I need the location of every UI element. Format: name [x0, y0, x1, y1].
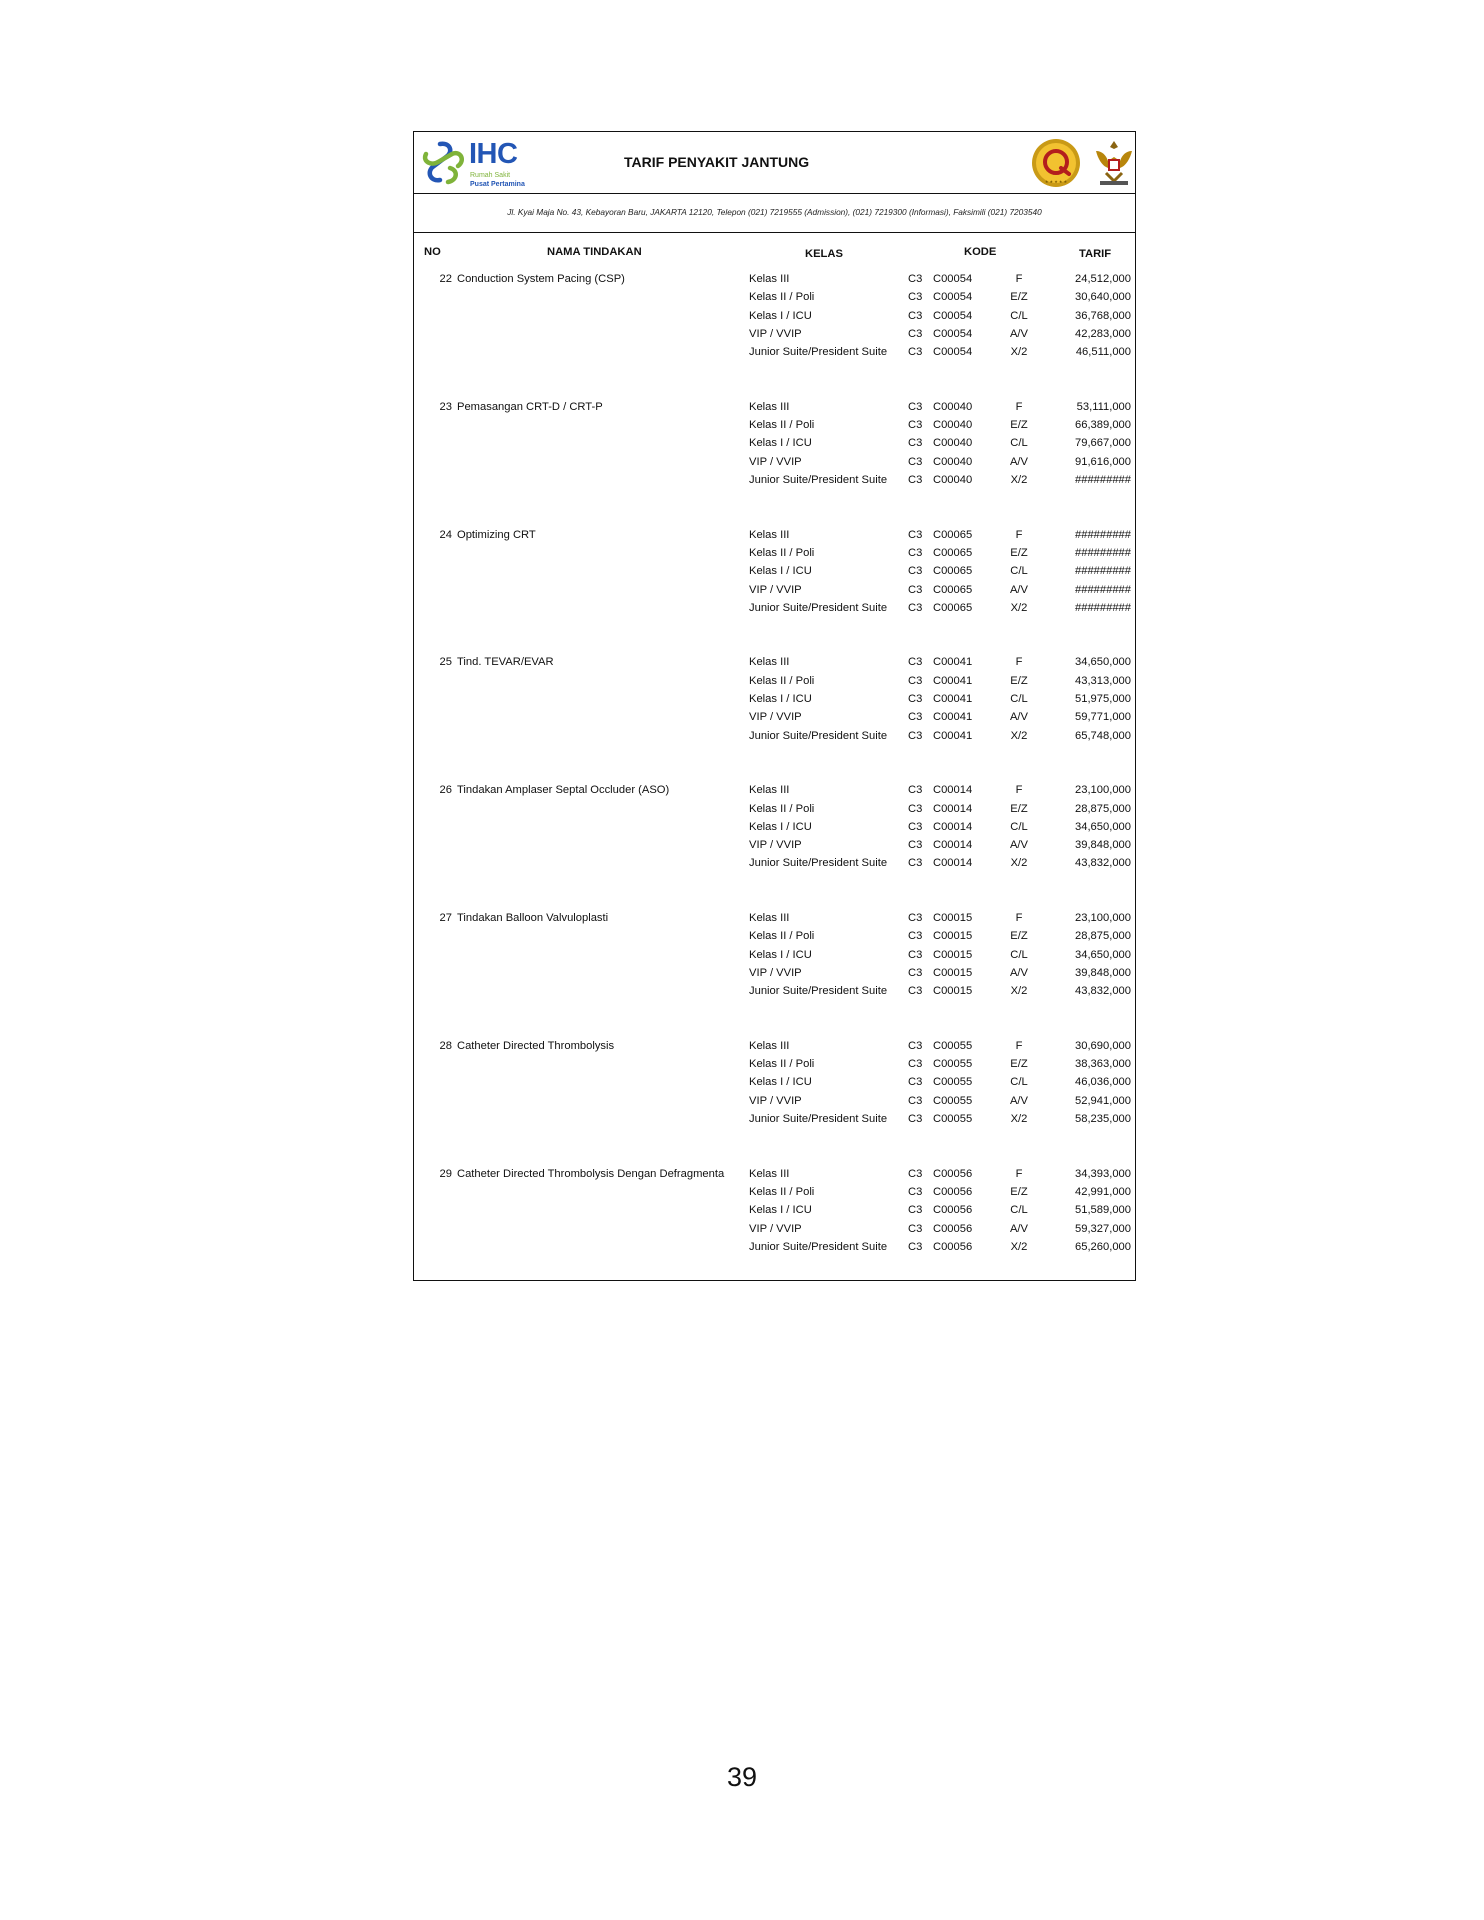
- category-cell: C3: [908, 820, 923, 833]
- category-cell: C3: [908, 1058, 923, 1071]
- procedure-name: Optimizing CRT: [457, 528, 536, 541]
- logo-subtitle-strong: Pusat Pertamina: [470, 181, 525, 188]
- kelas-cell: Junior Suite/President Suite: [749, 601, 888, 614]
- class-code-cell: F: [1015, 400, 1023, 413]
- kelas-cell: Junior Suite/President Suite: [749, 346, 888, 359]
- class-code-cell: X/2: [1010, 729, 1028, 742]
- class-code-cell: A/V: [1009, 455, 1029, 468]
- kode-cell: C00014: [933, 820, 973, 833]
- sheet-header: [414, 132, 1135, 194]
- class-code-cell: C/L: [1010, 565, 1028, 578]
- category-cell: C3: [908, 1076, 923, 1089]
- tarif-cell: #########: [1075, 583, 1131, 596]
- category-cell: C3: [908, 528, 923, 541]
- class-code-cell: X/2: [1010, 1240, 1028, 1253]
- class-code-cell: A/V: [1009, 966, 1029, 979]
- category-cell: C3: [908, 546, 923, 559]
- category-cell: C3: [908, 1222, 923, 1235]
- category-cell: C3: [908, 966, 923, 979]
- category-cell: C3: [908, 857, 923, 870]
- logo-subtitle: Rumah Sakit: [470, 172, 511, 179]
- category-cell: C3: [908, 327, 923, 340]
- category-cell: C3: [908, 985, 923, 998]
- procedure-number: 29: [439, 1167, 452, 1180]
- category-cell: C3: [908, 455, 923, 468]
- kelas-cell: Kelas II / Poli: [749, 291, 815, 304]
- kode-cell: C00065: [933, 601, 973, 614]
- class-code-cell: E/Z: [1010, 930, 1028, 943]
- kode-cell: C00056: [933, 1222, 973, 1235]
- kelas-cell: Kelas II / Poli: [749, 930, 815, 943]
- class-code-cell: F: [1015, 656, 1023, 669]
- procedure-number: 24: [439, 528, 452, 541]
- kelas-cell: Kelas III: [749, 912, 790, 924]
- category-cell: C3: [908, 400, 923, 413]
- class-code-cell: C/L: [1010, 1204, 1028, 1217]
- tarif-cell: 34,393,000: [1075, 1167, 1131, 1180]
- kode-cell: C00014: [933, 839, 973, 852]
- kode-cell: C00015: [933, 985, 973, 998]
- kelas-cell: Junior Suite/President Suite: [749, 1113, 888, 1125]
- class-code-cell: F: [1015, 912, 1023, 924]
- kelas-cell: Kelas III: [749, 400, 790, 413]
- kelas-cell: Kelas I / ICU: [749, 1076, 812, 1089]
- tarif-cell: 58,235,000: [1075, 1113, 1131, 1125]
- kode-cell: C00056: [933, 1204, 973, 1217]
- category-cell: C3: [908, 784, 923, 797]
- class-code-cell: F: [1015, 1039, 1023, 1052]
- kode-cell: C00041: [933, 711, 973, 724]
- kelas-cell: Kelas II / Poli: [749, 546, 815, 559]
- category-cell: C3: [908, 601, 923, 614]
- kode-cell: C00055: [933, 1113, 973, 1125]
- tarif-cell: 51,589,000: [1075, 1204, 1131, 1217]
- category-cell: C3: [908, 565, 923, 578]
- tarif-cell: 39,848,000: [1075, 839, 1131, 852]
- procedure-number: 27: [439, 912, 452, 924]
- tarif-cell: 46,036,000: [1075, 1076, 1131, 1089]
- ihc-logo: [420, 138, 550, 190]
- kelas-cell: Junior Suite/President Suite: [749, 985, 888, 998]
- column-header-tarif: TARIF: [1079, 248, 1112, 260]
- tarif-cell: 28,875,000: [1075, 802, 1131, 815]
- kode-cell: C00056: [933, 1240, 973, 1253]
- tarif-cell: 52,941,000: [1075, 1094, 1131, 1107]
- kelas-cell: VIP / VVIP: [749, 711, 802, 724]
- kode-cell: C00014: [933, 857, 973, 870]
- kelas-cell: VIP / VVIP: [749, 1094, 802, 1107]
- category-cell: C3: [908, 1039, 923, 1052]
- category-cell: C3: [908, 693, 923, 705]
- class-code-cell: E/Z: [1010, 1058, 1028, 1071]
- kelas-cell: Kelas I / ICU: [749, 309, 812, 322]
- tarif-cell: 51,975,000: [1075, 693, 1131, 705]
- tarif-cell: 65,748,000: [1075, 729, 1131, 742]
- tarif-cell: 65,260,000: [1075, 1240, 1131, 1253]
- ihc-cross-icon: [420, 140, 468, 188]
- class-code-cell: E/Z: [1010, 419, 1028, 432]
- category-cell: C3: [908, 802, 923, 815]
- kelas-cell: VIP / VVIP: [749, 839, 802, 852]
- kelas-cell: Kelas II / Poli: [749, 419, 815, 432]
- class-code-cell: F: [1015, 784, 1023, 797]
- class-code-cell: A/V: [1009, 327, 1029, 340]
- category-cell: C3: [908, 583, 923, 596]
- kode-cell: C00065: [933, 583, 973, 596]
- class-code-cell: A/V: [1009, 1222, 1029, 1235]
- tarif-cell: 79,667,000: [1075, 437, 1131, 450]
- kode-cell: C00054: [933, 309, 973, 322]
- kode-cell: C00065: [933, 546, 973, 559]
- tarif-cell: 34,650,000: [1075, 656, 1131, 669]
- tarif-cell: 59,771,000: [1075, 711, 1131, 724]
- procedure-number: 26: [439, 784, 452, 797]
- tarif-cell: 36,768,000: [1075, 309, 1131, 322]
- kode-cell: C00041: [933, 674, 973, 687]
- kelas-cell: Kelas I / ICU: [749, 948, 812, 961]
- svg-text:★ ★ ★ ★ ★: ★ ★ ★ ★ ★: [1044, 179, 1068, 184]
- tarif-cell: 46,511,000: [1075, 346, 1131, 359]
- class-code-cell: X/2: [1010, 1113, 1028, 1125]
- column-header-kode: KODE: [964, 246, 997, 258]
- kode-cell: C00040: [933, 400, 973, 413]
- class-code-cell: E/Z: [1010, 674, 1028, 687]
- procedure-name: Catheter Directed Thrombolysis: [457, 1039, 615, 1052]
- logo-text: IHC: [469, 138, 518, 170]
- tarif-cell: 66,389,000: [1075, 419, 1131, 432]
- category-cell: C3: [908, 711, 923, 724]
- kelas-cell: Kelas III: [749, 1167, 790, 1180]
- tarif-cell: 42,991,000: [1075, 1185, 1131, 1198]
- address-row: [414, 194, 1135, 233]
- kelas-cell: Kelas I / ICU: [749, 1204, 812, 1217]
- procedure-name: Tindakan Balloon Valvuloplasti: [457, 912, 609, 924]
- kode-cell: C00040: [933, 437, 973, 450]
- class-code-cell: C/L: [1010, 693, 1028, 705]
- kode-cell: C00056: [933, 1185, 973, 1198]
- kode-cell: C00065: [933, 565, 973, 578]
- category-cell: C3: [908, 674, 923, 687]
- page-number: 39: [726, 1762, 758, 1792]
- kelas-cell: Kelas II / Poli: [749, 1058, 815, 1071]
- kode-cell: C00040: [933, 419, 973, 432]
- kelas-cell: Kelas III: [749, 784, 790, 797]
- procedure-name: Tind. TEVAR/EVAR: [457, 656, 554, 669]
- tarif-cell: 53,111,000: [1076, 400, 1131, 413]
- kode-cell: C00041: [933, 656, 973, 669]
- category-cell: C3: [908, 419, 923, 432]
- kode-cell: C00015: [933, 966, 973, 979]
- kelas-cell: VIP / VVIP: [749, 1222, 802, 1235]
- procedure-number: 23: [439, 400, 452, 413]
- kelas-cell: Junior Suite/President Suite: [749, 1240, 888, 1253]
- tarif-cell: #########: [1075, 528, 1131, 541]
- category-cell: C3: [908, 474, 923, 486]
- tarif-cell: #########: [1075, 601, 1131, 614]
- category-cell: C3: [908, 1204, 923, 1217]
- class-code-cell: F: [1015, 528, 1023, 541]
- kode-cell: C00065: [933, 528, 973, 541]
- kelas-cell: Kelas II / Poli: [749, 674, 815, 687]
- kelas-cell: Kelas III: [749, 656, 790, 669]
- class-code-cell: C/L: [1010, 309, 1028, 322]
- category-cell: C3: [908, 656, 923, 669]
- category-cell: C3: [908, 1240, 923, 1253]
- kode-cell: C00055: [933, 1039, 973, 1052]
- kode-cell: C00040: [933, 474, 973, 486]
- kelas-cell: Junior Suite/President Suite: [749, 474, 888, 486]
- kelas-cell: VIP / VVIP: [749, 966, 802, 979]
- category-cell: C3: [908, 1113, 923, 1125]
- kode-cell: C00015: [933, 930, 973, 943]
- class-code-cell: A/V: [1009, 1094, 1029, 1107]
- tarif-cell: 42,283,000: [1075, 327, 1131, 340]
- kode-cell: C00015: [933, 948, 973, 961]
- accreditation-badge-icon: [1031, 138, 1081, 188]
- category-cell: C3: [908, 309, 923, 322]
- category-cell: C3: [908, 1185, 923, 1198]
- kelas-cell: Kelas I / ICU: [749, 437, 812, 450]
- class-code-cell: E/Z: [1010, 546, 1028, 559]
- tarif-cell: 39,848,000: [1075, 966, 1131, 979]
- procedure-name: Tindakan Amplaser Septal Occluder (ASO): [457, 784, 670, 797]
- kelas-cell: Junior Suite/President Suite: [749, 857, 888, 870]
- kode-cell: C00054: [933, 273, 973, 285]
- kelas-cell: Kelas III: [749, 273, 790, 285]
- category-cell: C3: [908, 437, 923, 450]
- kode-cell: C00054: [933, 291, 973, 304]
- kode-cell: C00041: [933, 729, 973, 742]
- class-code-cell: A/V: [1009, 711, 1029, 724]
- tariff-sheet: [413, 131, 1136, 1281]
- kode-cell: C00040: [933, 455, 973, 468]
- category-cell: C3: [908, 930, 923, 943]
- tarif-cell: 23,100,000: [1075, 784, 1131, 797]
- tarif-cell: 38,363,000: [1075, 1058, 1131, 1071]
- class-code-cell: C/L: [1010, 948, 1028, 961]
- category-cell: C3: [908, 839, 923, 852]
- column-header-kelas: KELAS: [805, 248, 843, 260]
- kelas-cell: Kelas III: [749, 1039, 790, 1052]
- kode-cell: C00055: [933, 1094, 973, 1107]
- kelas-cell: VIP / VVIP: [749, 327, 802, 340]
- column-header-nama-tindakan: NAMA TINDAKAN: [547, 246, 642, 258]
- kelas-cell: Kelas I / ICU: [749, 820, 812, 833]
- tarif-cell: #########: [1075, 546, 1131, 559]
- kode-cell: C00041: [933, 693, 973, 705]
- category-cell: C3: [908, 1094, 923, 1107]
- kelas-cell: VIP / VVIP: [749, 455, 802, 468]
- kode-cell: C00014: [933, 802, 973, 815]
- kelas-cell: Kelas III: [749, 528, 790, 541]
- tarif-cell: #########: [1075, 565, 1131, 578]
- kode-cell: C00056: [933, 1167, 973, 1180]
- class-code-cell: C/L: [1010, 820, 1028, 833]
- procedure-number: 28: [439, 1039, 452, 1052]
- category-cell: C3: [908, 273, 923, 285]
- kode-cell: C00054: [933, 346, 973, 359]
- hospital-address: Jl. Kyai Maja No. 43, Kebayoran Baru, JAKARTA 12120, Telepon (021) 7219555 (Admission), (021) 7219300 (Informasi), Faksimili (021) 7203540: [507, 207, 1042, 217]
- class-code-cell: X/2: [1010, 857, 1028, 870]
- kode-cell: C00014: [933, 784, 973, 797]
- kelas-cell: VIP / VVIP: [749, 583, 802, 596]
- kelas-cell: Junior Suite/President Suite: [749, 729, 888, 742]
- procedure-number: 25: [439, 656, 452, 669]
- kelas-cell: Kelas I / ICU: [749, 693, 812, 705]
- kelas-cell: Kelas II / Poli: [749, 1185, 815, 1198]
- category-cell: C3: [908, 291, 923, 304]
- tarif-cell: 24,512,000: [1075, 273, 1131, 285]
- tarif-cell: 43,832,000: [1075, 985, 1131, 998]
- document-title: TARIF PENYAKIT JANTUNG: [624, 154, 810, 170]
- class-code-cell: F: [1015, 273, 1023, 285]
- kode-cell: C00015: [933, 912, 973, 924]
- tarif-cell: 43,313,000: [1075, 674, 1131, 687]
- category-cell: C3: [908, 948, 923, 961]
- procedure-name: Conduction System Pacing (CSP): [457, 273, 625, 285]
- kode-cell: C00055: [933, 1076, 973, 1089]
- class-code-cell: C/L: [1010, 437, 1028, 450]
- class-code-cell: X/2: [1010, 601, 1028, 614]
- procedure-number: 22: [439, 273, 452, 285]
- class-code-cell: E/Z: [1010, 802, 1028, 815]
- kelas-cell: Kelas I / ICU: [749, 565, 812, 578]
- tarif-cell: #########: [1075, 474, 1131, 486]
- tarif-cell: 30,640,000: [1075, 291, 1131, 304]
- class-code-cell: A/V: [1009, 839, 1029, 852]
- tarif-cell: 28,875,000: [1075, 930, 1131, 943]
- tarif-cell: 23,100,000: [1075, 912, 1131, 924]
- class-code-cell: A/V: [1009, 583, 1029, 596]
- class-code-cell: X/2: [1010, 346, 1028, 359]
- tarif-cell: 91,616,000: [1075, 455, 1131, 468]
- class-code-cell: E/Z: [1010, 291, 1028, 304]
- tarif-cell: 59,327,000: [1075, 1222, 1131, 1235]
- class-code-cell: F: [1015, 1167, 1023, 1180]
- class-code-cell: E/Z: [1010, 1185, 1028, 1198]
- column-header-no: NO: [424, 246, 441, 258]
- tarif-cell: 34,650,000: [1075, 820, 1131, 833]
- garuda-emblem-icon: [1092, 137, 1136, 189]
- kode-cell: C00054: [933, 327, 973, 340]
- kelas-cell: Kelas II / Poli: [749, 802, 815, 815]
- category-cell: C3: [908, 346, 923, 359]
- procedure-name: Catheter Directed Thrombolysis Dengan Defragmenta: [457, 1167, 725, 1180]
- kode-cell: C00055: [933, 1058, 973, 1071]
- tarif-cell: 34,650,000: [1075, 948, 1131, 961]
- class-code-cell: X/2: [1010, 474, 1028, 486]
- category-cell: C3: [908, 912, 923, 924]
- category-cell: C3: [908, 729, 923, 742]
- tarif-cell: 43,832,000: [1075, 857, 1131, 870]
- class-code-cell: C/L: [1010, 1076, 1028, 1089]
- class-code-cell: X/2: [1010, 985, 1028, 998]
- category-cell: C3: [908, 1167, 923, 1180]
- tarif-cell: 30,690,000: [1075, 1039, 1131, 1052]
- procedure-name: Pemasangan CRT-D / CRT-P: [457, 400, 603, 413]
